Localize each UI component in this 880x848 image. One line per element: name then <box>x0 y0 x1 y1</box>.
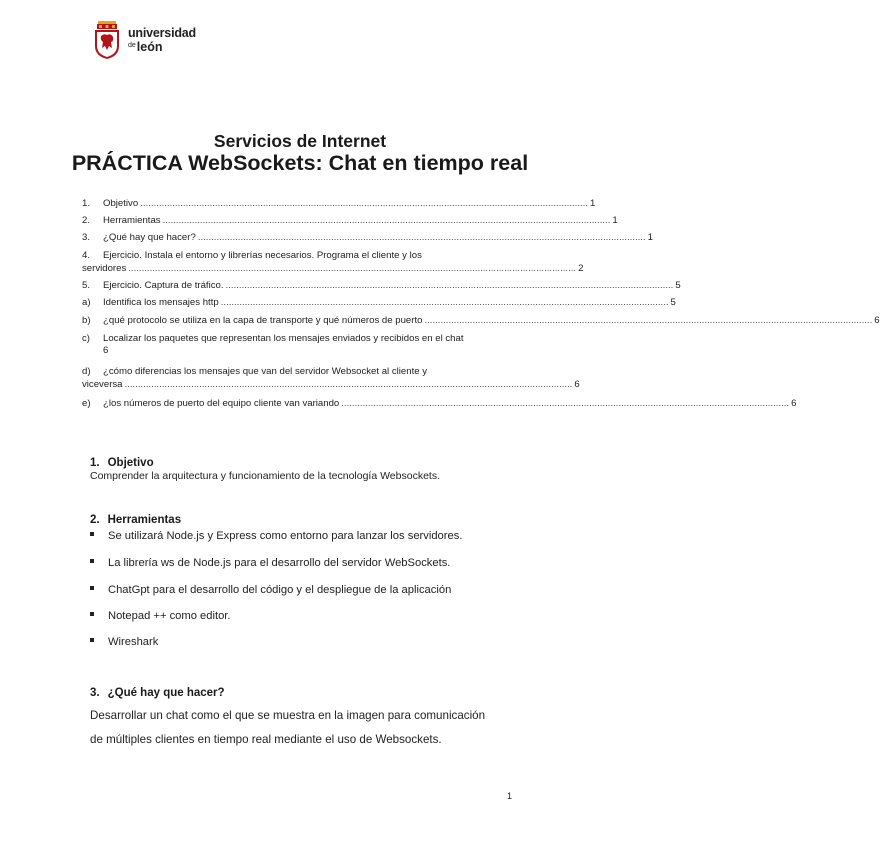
bullet-icon <box>90 638 94 642</box>
section-body <box>90 704 530 752</box>
course-title: Servicios de Internet <box>213 131 387 151</box>
toc-title-cont: servidores <box>82 263 127 274</box>
toc-leader: ........................................................................................................................................................................ <box>124 379 573 390</box>
toc-number: d) <box>82 366 91 377</box>
section-heading <box>90 457 440 469</box>
toc-title: Localizar los paquetes que representan los mensajes enviados y recibidos en el chat <box>103 333 464 344</box>
list-item: Wireshark <box>90 636 158 648</box>
toc-page: 1 <box>647 232 653 243</box>
toc-leader: ........................................................................................................................................................................ <box>140 198 588 209</box>
section-heading <box>90 687 225 699</box>
toc-page: 2 <box>578 263 584 274</box>
toc-leader: ........................................................................................................................................................................ <box>128 263 577 274</box>
toc-number: 3. <box>82 232 91 243</box>
list-item: La librería ws de Node.js para el desarrollo del servidor WebSockets. <box>90 557 450 569</box>
toc-leader: ........................................................................................................................................................................ <box>341 398 790 409</box>
toc-title: Herramientas <box>103 215 161 226</box>
list-item: ChatGpt para el desarrollo del código y el despliegue de la aplicación <box>90 584 451 596</box>
toc-entry[interactable] <box>82 398 797 409</box>
toc-leader: ........................................................................................................................................................................ <box>162 215 611 226</box>
section-title: ¿Qué hay que hacer? <box>107 687 225 699</box>
toc-leader: ........................................................................................................................................................................ <box>197 232 646 243</box>
body-line: Desarrollar un chat como el que se muestra en la imagen para comunicación <box>90 709 486 722</box>
toc-number: 5. <box>82 280 91 291</box>
toc-number: 2. <box>82 215 91 226</box>
toc-leader: ........................................................................................................................................................................ <box>225 280 674 291</box>
toc-entry[interactable] <box>82 232 653 243</box>
toc-title: Ejercicio. Captura de tráfico. <box>103 280 224 291</box>
section-number: 3. <box>90 687 100 699</box>
toc-title: ¿Qué hay que hacer? <box>103 232 196 243</box>
toc-title: ¿los números de puerto del equipo cliente van variando <box>103 398 340 409</box>
logo-wordmark-line2 <box>128 41 196 54</box>
toc-page: 1 <box>590 198 596 209</box>
list-item: Se utilizará Node.js y Express como entorno para lanzar los servidores. <box>90 530 462 542</box>
body-line: de múltiples clientes en tiempo real mediante el uso de Websockets. <box>90 733 442 746</box>
toc-page: 6 <box>574 379 580 390</box>
toc-page: 6 <box>791 398 797 409</box>
list-item: Notepad ++ como editor. <box>90 610 231 622</box>
section-number: 1. <box>90 457 100 469</box>
university-logo <box>92 20 196 60</box>
toc-number: e) <box>82 398 91 409</box>
toc-entry[interactable] <box>82 198 596 209</box>
toc-page: 1 <box>612 215 618 226</box>
section-herramientas <box>90 514 181 526</box>
toc-entry[interactable] <box>82 280 681 291</box>
toc-entry[interactable] <box>82 366 580 390</box>
bullet-icon <box>90 559 94 563</box>
toc-leader: ........................................................................................................................................................................ <box>424 315 873 326</box>
toc-number: b) <box>82 315 91 326</box>
toc-number: a) <box>82 297 91 308</box>
toc-entry[interactable] <box>82 297 676 308</box>
toc-entry[interactable] <box>82 250 584 274</box>
section-body: Comprender la arquitectura y funcionamiento de la tecnología Websockets. <box>90 470 441 482</box>
practice-title: PRÁCTICA WebSockets: Chat en tiempo real <box>71 151 529 175</box>
toc-page: 5 <box>675 280 681 291</box>
toc-entry[interactable] <box>82 215 618 226</box>
section-title: Objetivo <box>107 457 154 469</box>
page-number: 1 <box>507 791 513 801</box>
logo-wordmark-line1: universidad <box>128 26 196 40</box>
toc-number: 1. <box>82 198 91 209</box>
bullet-icon <box>90 612 94 616</box>
bullet-icon <box>90 532 94 536</box>
toc-title: Ejercicio. Instala el entorno y librerías necesarios. Programa el cliente y los <box>103 250 422 261</box>
logo-leon: león <box>136 39 163 54</box>
toc-title: ¿qué protocolo se utiliza en la capa de transporte y qué números de puerto <box>103 315 423 326</box>
section-objetivo <box>90 457 440 482</box>
toc-title: Identifica los mensajes http <box>103 297 219 308</box>
toc-title: ¿cómo diferencias los mensajes que van del servidor Websocket al cliente y <box>103 366 428 377</box>
section-que-hacer <box>90 687 225 699</box>
section-number: 2. <box>90 514 100 526</box>
toc-page: 5 <box>670 297 676 308</box>
logo-de: de <box>128 41 136 49</box>
toc-title: Objetivo <box>103 198 139 209</box>
toc-entry[interactable] <box>82 315 880 326</box>
toc-page: 6 <box>103 345 109 356</box>
coat-of-arms-icon <box>92 20 122 60</box>
toc-title-cont: viceversa <box>82 379 123 390</box>
toc-entry[interactable] <box>82 333 518 356</box>
toc-number: c) <box>82 333 90 344</box>
toc-leader: ........................................................................................................................................................................ <box>220 297 669 308</box>
toc-number: 4. <box>82 250 91 261</box>
section-title: Herramientas <box>107 514 182 526</box>
section-heading <box>90 514 181 526</box>
bullet-icon <box>90 586 94 590</box>
toc-page: 6 <box>874 315 880 326</box>
